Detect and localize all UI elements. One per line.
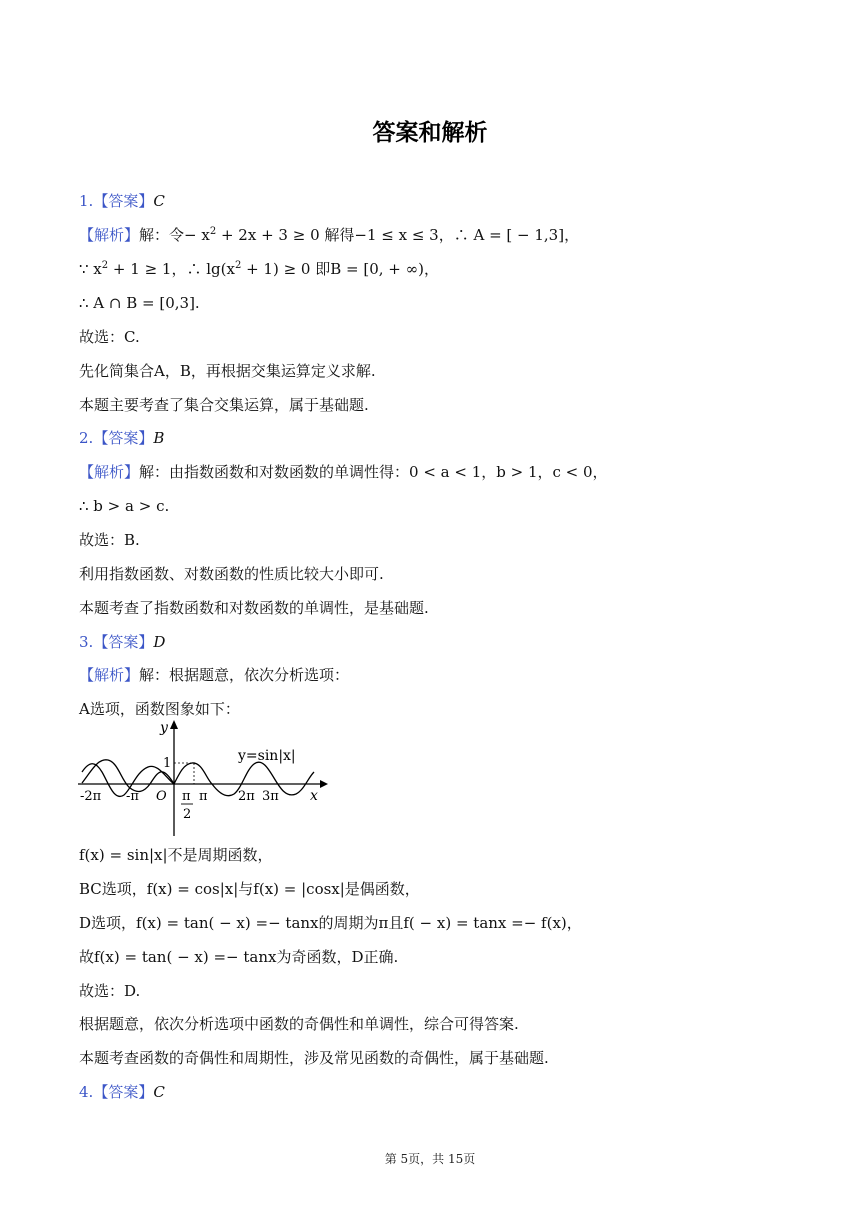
q1-analysis-line-2: ∵ $x^2 + 1 \ge 1$，∴ $\lg(x^2 + 1) \ge 0$ 即B = [0, + ∞)， bbox=[79, 260, 439, 278]
y-axis-arrow bbox=[170, 720, 178, 729]
q2-summary-line: 本题考查了指数函数和对数函数的单调性，是基础题. bbox=[79, 599, 429, 617]
q4-answer-tag: 【答案】 bbox=[93, 1083, 154, 1101]
y-one-label: 1 bbox=[163, 756, 172, 771]
q2-choice-line: 故选：B. bbox=[79, 531, 140, 549]
x-axis-label: x bbox=[310, 788, 318, 804]
sin-abs-x-graph bbox=[78, 720, 328, 838]
q3-number: 3. bbox=[79, 633, 94, 651]
tick-pi: π bbox=[199, 789, 208, 804]
tick-3pi: 3π bbox=[262, 789, 279, 804]
y-axis-label: y bbox=[160, 720, 168, 736]
q2-answer-line bbox=[79, 428, 164, 448]
q2-analysis-line-1: 【解析】解：由指数函数和对数函数的单调性得：0 < a < 1，b > 1，c < 0， bbox=[79, 463, 608, 481]
q3-answer-line bbox=[79, 632, 165, 652]
q3-analysis-line-1: 【解析】解：根据题意，依次分析选项： bbox=[79, 666, 350, 684]
q1-number: 1. bbox=[79, 192, 94, 210]
q3-answer-tag: 【答案】 bbox=[93, 633, 154, 651]
q3-analysis-line-4: BC选项，f(x) = cos|x|与f(x) = |cosx|是偶函数， bbox=[79, 880, 420, 898]
q3-analysis-line-5: D选项，f(x) = tan( − x) =− tanx的周期为π且f( − x) = tanx =− f(x)， bbox=[79, 914, 582, 932]
tick-2pi: 2π bbox=[238, 789, 255, 804]
q1-analysis-line-3: ∴ A ∩ B = [0,3]. bbox=[79, 294, 200, 312]
q1-choice-line: 故选：C. bbox=[79, 328, 140, 346]
tick-neg-pi: -π bbox=[126, 789, 139, 804]
q2-method-line: 利用指数函数、对数函数的性质比较大小即可. bbox=[79, 565, 384, 583]
q4-answer: C bbox=[153, 1083, 165, 1101]
q1-method-line: 先化简集合A，B，再根据交集运算定义求解. bbox=[79, 362, 376, 380]
q2-answer-tag: 【答案】 bbox=[93, 429, 154, 447]
q1-summary-line: 本题主要考查了集合交集运算，属于基础题. bbox=[79, 396, 369, 414]
q3-method-line: 根据题意，依次分析选项中函数的奇偶性和单调性，综合可得答案. bbox=[79, 1015, 519, 1033]
q4-number: 4. bbox=[79, 1083, 94, 1101]
q2-analysis-line-2: ∴ b > a > c. bbox=[79, 497, 170, 515]
origin-label: O bbox=[156, 789, 167, 804]
q4-answer-line bbox=[79, 1082, 165, 1102]
q1-answer-tag: 【答案】 bbox=[93, 192, 154, 210]
q1-answer-line bbox=[79, 191, 165, 211]
q3-analysis-line-6: 故f(x) = tan( − x) =− tanx为奇函数，D正确. bbox=[79, 948, 399, 966]
sin-abs-x-curve-left bbox=[82, 760, 174, 792]
q1-analysis-line-1: 【解析】解：令− $x^2 + 2x + 3 \ge 0$ 解得−1 ≤ x ≤ 3，∴ A = [ − 1,3]， bbox=[79, 226, 580, 244]
q3-analysis-tag: 【解析】 bbox=[79, 666, 140, 684]
q3-answer: D bbox=[153, 633, 166, 651]
q1-answer: C bbox=[153, 192, 165, 210]
q3-analysis-line-2: A选项，函数图象如下： bbox=[79, 700, 240, 718]
q3-summary-line: 本题考查函数的奇偶性和周期性，涉及常见函数的奇偶性，属于基础题. bbox=[79, 1049, 549, 1067]
tick-half-pi-num: π bbox=[182, 789, 191, 804]
q1-analysis-tag: 【解析】 bbox=[79, 226, 140, 244]
q2-answer: B bbox=[153, 429, 165, 447]
q2-analysis-tag: 【解析】 bbox=[79, 463, 140, 481]
tick-half-pi-den: 2 bbox=[183, 807, 192, 822]
q2-number: 2. bbox=[79, 429, 94, 447]
page-title: 答案和解析 bbox=[372, 120, 488, 146]
function-label: y=sin|x| bbox=[238, 748, 296, 764]
x-axis-arrow bbox=[320, 780, 328, 788]
q3-analysis-line-3: f(x) = sin|x|不是周期函数， bbox=[79, 846, 273, 864]
tick-neg-2pi: -2π bbox=[80, 789, 102, 804]
q3-choice-line: 故选：D. bbox=[79, 982, 141, 1000]
page-footer: 第 5页，共 15页 bbox=[384, 1152, 476, 1166]
